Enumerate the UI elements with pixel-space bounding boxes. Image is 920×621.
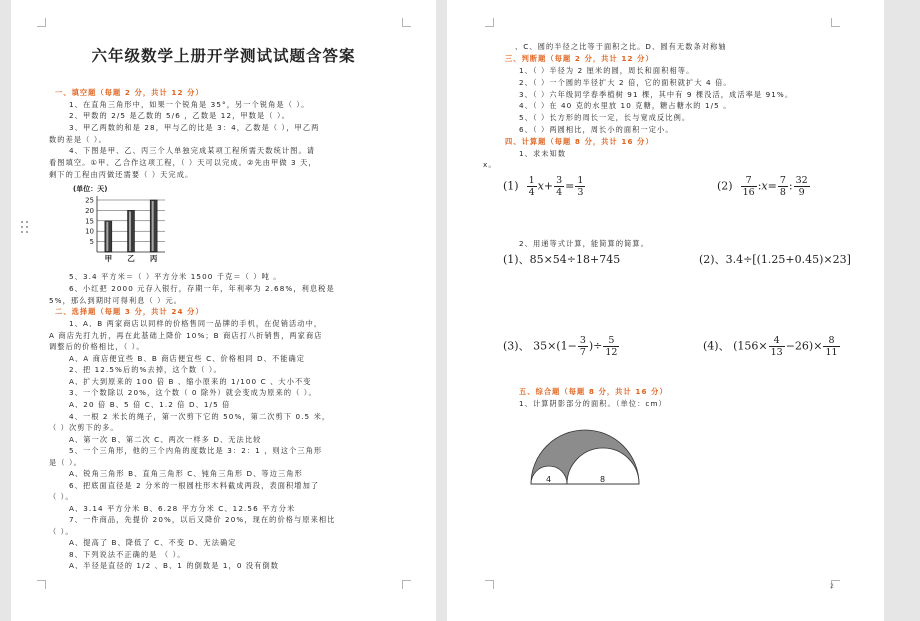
crop-mark: [402, 18, 411, 27]
question-text: x。: [483, 160, 497, 169]
question-text: 2、（ ）一个圆的半径扩大 2 倍，它的面积就扩大 4 倍。: [519, 78, 732, 87]
question-text: 看图填空。①甲、乙合作这项工程，（ ）天可以完成。②先由甲做 3 天，: [49, 158, 317, 167]
crop-mark: [485, 18, 494, 27]
answer-options: 、C、圆的半径之比等于面积之比。D、圆有无数条对称轴: [515, 42, 727, 51]
answer-options: A、扩大到原来的 100 倍 B 、缩小原来的 1/100 C 、大小不变: [69, 377, 312, 386]
y-tick-label: 10: [85, 227, 94, 236]
equation-label: (1): [503, 179, 519, 193]
question-text: 剩下的工程由丙做还需要（ ）天完成。: [49, 170, 194, 179]
y-tick-label: 25: [85, 196, 94, 205]
bar-highlight: [152, 201, 154, 251]
equation-label: (2): [717, 179, 733, 193]
question-text: （ ）。: [49, 492, 74, 501]
question-text: （ ）。: [49, 527, 74, 536]
page-2: [447, 0, 884, 621]
answer-options: A、第一次 B、第二次 C、两次一样多 D、无法比较: [69, 435, 262, 444]
shaded-area-figure: [527, 425, 647, 491]
page-number: 2: [830, 583, 834, 590]
expression-1: (1)、85×54÷18+745: [503, 253, 621, 266]
question-text: 6、小红把 2000 元存入银行，存期一年，年利率为 2.68%，利息税是: [69, 284, 335, 293]
crop-mark: [37, 580, 46, 589]
question-text: 1、在直角三角形中，如果一个锐角是 35°，另一个锐角是（ ）。: [69, 100, 310, 109]
expression-4: (4)、 (156× $\frac{4}{13}$ −26)× $\frac{8}{11}$: [703, 335, 838, 358]
question-text: A 商店先打九折，再在此基础上降价 10%；B 商店打八折销售，两家商店: [49, 331, 323, 340]
section-3-header: 三、判断题（每题 2 分，共计 12 分）: [505, 54, 654, 63]
section-1-header: 一、填空题（每题 2 分，共计 12 分）: [55, 88, 204, 97]
expression-2: (2)、3.4÷[(1.25+0.45)×23]: [699, 253, 851, 266]
question-text: 1、（ ）半径为 2 厘米的圆，周长和面积相等。: [519, 66, 695, 75]
question-text: 7、一件商品，先提价 20%，以后又降价 20%，现在的价格与原来相比: [69, 515, 336, 524]
x-tick-label: 甲: [104, 254, 113, 263]
answer-options: A、3.14 平方分米 B、6.28 平方分米 C、12.56 平方分米: [69, 504, 296, 513]
question-text: 3、甲乙两数的和是 28，甲与乙的比是 3：4，乙数是（ ），甲乙两: [69, 123, 320, 132]
section-2-header: 二、选择题（每题 3 分，共计 24 分）: [55, 307, 204, 316]
crop-mark: [485, 580, 494, 589]
question-text: 1、求未知数: [519, 149, 567, 158]
bar-highlight: [106, 222, 108, 251]
question-text: 4、下图是甲、乙、丙三个人单独完成某项工程所需天数统计图。请: [69, 146, 316, 155]
answer-options: A、20 倍 B、5 倍 C、1.2 倍 D、1/5 倍: [69, 400, 231, 409]
question-text: 3、一个数除以 20%，这个数（ 0 除外）就会变成为原来的（ ）。: [69, 388, 317, 397]
question-text: 是（ ）。: [49, 458, 82, 467]
y-tick-label: 5: [89, 238, 94, 247]
question-text: 4、一根 2 米长的绳子，第一次剪下它的 50%，第二次剪下 0.5 米，: [69, 412, 331, 421]
drag-handle-icon[interactable]: [21, 221, 29, 235]
question-text: 2、把 12.5%后的%去掉，这个数（ ）。: [69, 365, 222, 374]
section-5-header: 五、综合题（每题 8 分，共计 16 分）: [519, 387, 668, 396]
answer-options: A、半径是直径的 1/2 、B、1 的倒数是 1，0 没有倒数: [69, 561, 280, 570]
question-text: 1、A、B 两家商店以同样的价格售同一品牌的手机，在促销活动中，: [69, 319, 323, 328]
expression-3: (3)、 35×(1− $\frac{3}{7}$ )÷ $\frac{5}{12}$: [503, 335, 618, 358]
bar-highlight: [129, 211, 131, 251]
question-text: 调整后的价格相比，（ ）。: [49, 342, 145, 351]
crop-mark: [831, 18, 840, 27]
question-text: 4、（ ）在 40 克的水里放 10 克糖，糖占糖水的 1/5 。: [519, 101, 732, 110]
question-text: 8、下列说法不正确的是 （ ）。: [69, 550, 186, 559]
equation-label: (4)、: [703, 339, 730, 353]
question-text: 6、（ ）两圆相比，周长小的面积一定小。: [519, 125, 674, 134]
page-1: [11, 0, 436, 621]
question-text: （ ）次剪下的多。: [49, 423, 119, 432]
crop-mark: [402, 580, 411, 589]
section-4-header: 四、计算题（每题 8 分，共计 16 分）: [505, 137, 654, 146]
y-tick-label: 15: [85, 217, 94, 226]
question-text: 5、（ ）长方形的周长一定，长与宽成反比例。: [519, 113, 691, 122]
answer-options: A、提高了 B、降低了 C、不变 D、无法确定: [69, 538, 237, 547]
equation-2: (2) $\frac{7}{16}$ :x= $\frac{7}{8}$ : $\frac{32}{9}$: [717, 175, 808, 198]
y-tick-label: 20: [85, 206, 94, 215]
answer-options: A、A 商店便宜些 B、B 商店便宜些 C、价格相同 D、不能确定: [69, 354, 306, 363]
question-text: 5、3.4 平方米＝（ ）平方分米 1500 千克＝（ ）吨 。: [69, 272, 282, 281]
label-4: 4: [546, 475, 552, 484]
question-text: 2、甲数的 2/5 是乙数的 5/6 ，乙数是 12，甲数是（ ）。: [69, 111, 290, 120]
question-text: 数的差是（ ）。: [49, 135, 107, 144]
question-text: 3、（ ）六年级同学春季植树 91 棵，其中有 9 棵没活，成活率是 91%。: [519, 90, 794, 99]
answer-options: A、锐角三角形 B、直角三角形 C、钝角三角形 D、等边三角形: [69, 469, 303, 478]
crop-mark: [37, 18, 46, 27]
equation-label: (3)、: [503, 339, 530, 353]
question-text: 2、用递等式计算，能简算的简算。: [519, 239, 649, 248]
bar-chart: [69, 182, 169, 266]
chart-title: (单位：天): [73, 185, 108, 193]
document-title: 六年级数学上册开学测试试题含答案: [91, 46, 356, 65]
x-tick-label: 乙: [127, 254, 135, 263]
question-text: 5、一个三角形，他的三个内角的度数比是 3：2：1 ，则这个三角形: [69, 446, 323, 455]
equation-1: (1) $\frac{1}{4}$ x+ $\frac{3}{4}$ = $\frac{1}{3}$: [503, 175, 584, 198]
label-8: 8: [600, 475, 606, 484]
question-text: 6、把底面直径是 2 分米的一根圆柱形木料截成两段，表面积增加了: [69, 481, 320, 490]
question-text: 1、计算阴影部分的面积。（单位：cm）: [519, 399, 667, 408]
x-tick-label: 丙: [149, 254, 158, 263]
question-text: 5%，那么到期时可得利息（ ）元。: [49, 296, 183, 305]
